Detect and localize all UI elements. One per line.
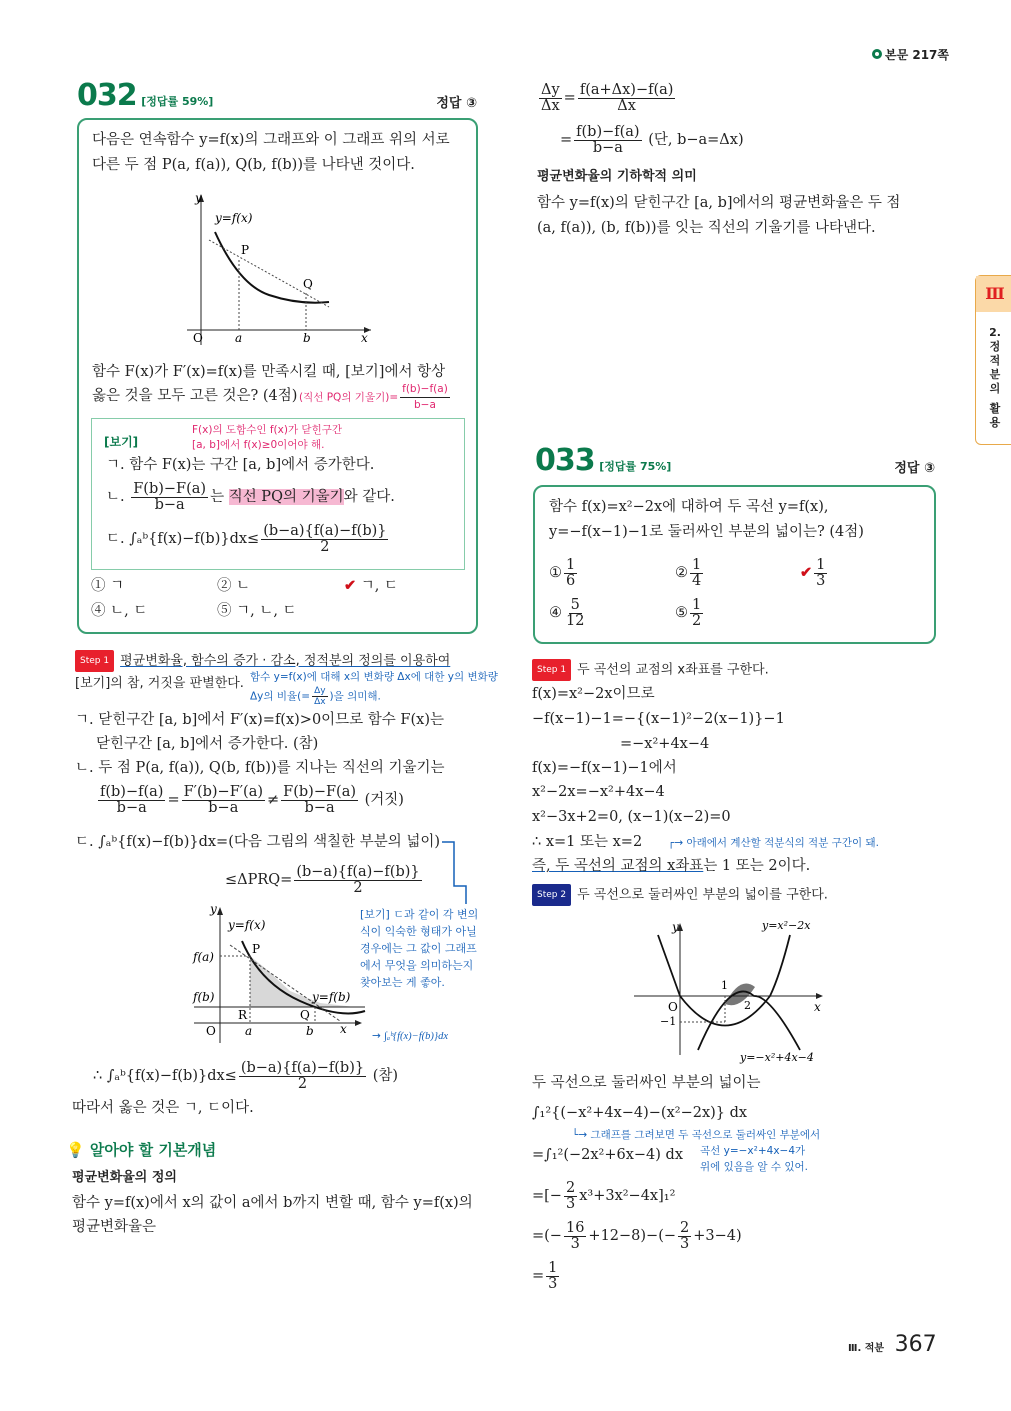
- question-text: 함수 F(x)가 F′(x)=f(x)를 만족시킬 때, [보기]에서 항상: [92, 364, 446, 380]
- curve1-label: y=x²−2x: [762, 919, 811, 932]
- concept-text: 평균변화율은: [72, 1219, 157, 1235]
- calc-line: =[− $\frac{2}{3}$ x³+3x²−4x]₁²: [532, 1179, 676, 1212]
- answer-label: 정답 ③: [436, 96, 477, 111]
- sol-d: ㄷ. ∫ₐᵇ{f(x)−f(b)}dx=(다음 그림의 색칠한 부분의 넓이): [75, 834, 441, 850]
- b-label: b: [306, 1024, 314, 1038]
- sol-g: 닫힌구간 [a, b]에서 증가한다. (참): [96, 736, 319, 752]
- graph-033: [630, 915, 840, 1065]
- bogi-title: [보기]: [104, 435, 139, 449]
- curve-label: y=f(x): [228, 918, 266, 932]
- sol-line: ∴ x=1 또는 x=2: [532, 834, 643, 850]
- final-answer: 따라서 옳은 것은 ㄱ, ㄷ이다.: [72, 1100, 254, 1116]
- sol-line: =−x²+4x−4: [620, 736, 710, 752]
- answer-label: 정답 ③: [894, 461, 935, 476]
- tick-1: 1: [721, 979, 728, 992]
- origin-label: O: [668, 1000, 678, 1014]
- chapter-roman: Ⅲ: [976, 276, 1011, 312]
- page-ref: 본문 217쪽: [872, 46, 949, 63]
- choice-5[interactable]: ⑤ ㄱ, ㄴ, ㄷ: [217, 603, 297, 619]
- axis-x-label: x: [814, 1000, 821, 1014]
- point-p-label: P: [241, 243, 250, 257]
- concept-text: 함수 y=f(x)에서 x의 값이 a에서 b까지 변할 때, 함수 y=f(x)의: [72, 1195, 473, 1211]
- bogi-item-g: ㄱ. 함수 F(x)는 구간 [a, b]에서 증가한다.: [106, 457, 375, 473]
- sol-line: f(x)=−f(x−1)−1에서: [532, 760, 677, 776]
- question-number: 032: [77, 78, 137, 113]
- curve-label: y=f(x): [215, 211, 253, 225]
- fb-label: f(b): [193, 990, 215, 1004]
- concept-text: 함수 y=f(x)의 닫힌구간 [a, b]에서의 평균변화율은 두 점: [537, 195, 901, 211]
- problem-text: 함수 f(x)=x²−2x에 대하여 두 곡선 y=f(x),: [549, 499, 829, 515]
- tip-note: [보기] ㄷ과 같이 각 변의 식이 익숙한 형태가 아닐 경우에는 그 값이 그래프 에서 무엇을 의미하는지 찾아보는 게 좋아.: [360, 908, 479, 989]
- chapter-tab[interactable]: [975, 275, 1011, 445]
- axis-y-label: y: [195, 191, 202, 205]
- axis-y-label: y: [210, 903, 217, 916]
- fa-label: f(a): [193, 950, 214, 964]
- point-p-label: P: [252, 942, 261, 956]
- choice-2[interactable]: ② $\frac{1}{4}$: [675, 556, 702, 589]
- bogi-note: F(x)의 도함수인 f(x)가 닫힌구간 [a, b]에서 f(x)≥0이어야 해.: [192, 424, 342, 451]
- sol-line: 두 곡선으로 둘러싸인 부분의 넓이는: [532, 1075, 761, 1091]
- rate-note: 함수 y=f(x)에 대해 x의 변화량 Δx에 대한 y의 변화량 Δy의 비율(= $\frac{\Delta y}{\Delta x}$ )을 의미해.: [250, 671, 498, 707]
- choice-1[interactable]: ① $\frac{1}{6}$: [549, 556, 576, 589]
- concept-title: 💡 알아야 할 기본개념: [66, 1141, 217, 1159]
- sol-g: ㄱ. 닫힌구간 [a, b]에서 F′(x)=f(x)>0이므로 함수 F(x)는: [75, 712, 444, 728]
- choice-1[interactable]: ① ㄱ: [91, 578, 125, 594]
- curve2-label: y=−x²+4x−4: [740, 1051, 814, 1064]
- lightbulb-icon: 💡: [66, 1141, 85, 1159]
- choice-2[interactable]: ② ㄴ: [217, 578, 251, 594]
- page-number: 367: [894, 1332, 937, 1357]
- step1-heading-cont: [보기]의 참, 거짓을 판별한다.: [75, 676, 244, 691]
- question-032-header: [77, 78, 477, 113]
- problem-text: 다음은 연속함수 y=f(x)의 그래프와 이 그래프 위의 서로: [92, 132, 450, 148]
- bogi-item-d: ㄷ. ∫ₐᵇ{f(x)−f(b)}dx≤ $\frac{(b-a)\{f(a)-f(b)\}}{2}$: [106, 522, 387, 555]
- slope-annotation: (직선 PQ의 기울기)= $\frac{f(b)-f(a)}{b-a}$: [299, 383, 448, 411]
- sol-n-formula: $\frac{f(b)-f(a)}{b-a}$ = $\frac{F'(b)-F'(a)}{b-a}$ ≠ $\frac{F(b)-F(a)}{b-a}$ (거짓): [100, 783, 404, 816]
- correct-rate: [정답률 75%]: [599, 460, 672, 473]
- step2-heading: Step 2 두 곡선으로 둘러싸인 부분의 넓이를 구한다.: [532, 884, 828, 906]
- bogi-box: [91, 418, 465, 570]
- origin-label: O: [206, 1024, 216, 1038]
- choice-5[interactable]: ⑤ $\frac{1}{2}$: [675, 596, 702, 629]
- point-q-label: Q: [300, 1008, 310, 1022]
- sol-line: x²−2x=−x²+4x−4: [532, 784, 665, 800]
- correct-rate: [정답률 59%]: [141, 95, 214, 108]
- choice-3[interactable]: ✔ ㄱ, ㄷ: [344, 577, 398, 594]
- integral-note: → ∫ₐᵇ{f(x)−f(b)}dx: [372, 1030, 449, 1042]
- a-label: a: [235, 331, 243, 345]
- page-footer: Ⅲ. 적분 367: [848, 1332, 937, 1357]
- curve-note: └→ 그래프를 그려보면 두 곡선으로 둘러싸인 부분에서 곡선 y=−x²+4x−4가 위에 있음을 알 수 있어.: [572, 1129, 821, 1173]
- graph-032: [179, 190, 379, 350]
- circle-bullet-icon: [872, 49, 882, 59]
- rate-formula-2: = $\frac{f(b)-f(a)}{b-a}$ (단, b−a=Δx): [560, 123, 744, 156]
- axis-x-label: x: [340, 1022, 347, 1036]
- rate-formula: $\frac{\Delta y}{\Delta x}$ = $\frac{f(a+\Delta x)-f(a)}{\Delta x}$: [541, 81, 674, 114]
- step1-heading: Step 1 두 곡선의 교점의 x좌표를 구한다.: [532, 659, 769, 681]
- check-mark-icon: ✔: [344, 577, 357, 594]
- sol-n: ㄴ. 두 점 P(a, f(a)), Q(b, f(b))를 지나는 직선의 기울기는: [75, 760, 445, 776]
- question-text: 옳은 것을 모두 고른 것은? (4점): [92, 388, 298, 404]
- choice-3[interactable]: ✔ $\frac{1}{3}$: [800, 556, 826, 589]
- interval-note: ┌→ 아래에서 계산할 적분식의 적분 구간이 돼.: [668, 837, 879, 849]
- line-label: y=f(b): [312, 990, 351, 1004]
- a-label: a: [245, 1024, 253, 1038]
- calc-line: =∫₁²(−2x²+6x−4) dx: [532, 1147, 684, 1163]
- point-r-label: R: [238, 1008, 248, 1022]
- question-number: 033: [535, 443, 595, 478]
- choice-4[interactable]: ④ ㄴ, ㄷ: [91, 603, 148, 619]
- graph-032-solution: [190, 903, 370, 1048]
- point-q-label: Q: [303, 277, 313, 291]
- tick-2: 2: [744, 999, 751, 1012]
- sol-line: x²−3x+2=0, (x−1)(x−2)=0: [532, 809, 731, 825]
- chapter-title: 2. 정 적 분 의 활 용: [989, 326, 1001, 429]
- bogi-item-n: ㄴ. $\frac{F(b)-F(a)}{b-a}$ 는 직선 PQ의 기울기와 같다.: [106, 480, 395, 513]
- question-033-box: [533, 485, 936, 644]
- calc-line: =(− $\frac{16}{3}$ +12−8)−(− $\frac{2}{3}$ +3−4): [532, 1219, 742, 1252]
- connector-arrow: [440, 838, 470, 908]
- check-mark-icon: ✔: [800, 564, 813, 581]
- sol-line: −f(x−1)−1=−{(x−1)²−2(x−1)}−1: [532, 711, 785, 727]
- sol-conclusion: ∴ ∫ₐᵇ{f(x)−f(b)}dx≤ $\frac{(b-a)\{f(a)-f(b)\}}{2}$ (참): [93, 1059, 399, 1092]
- tick-neg1: −1: [660, 1015, 677, 1028]
- choice-4[interactable]: ④ $\frac{5}{12}$: [549, 596, 585, 629]
- calc-line: ∫₁²{(−x²+4x−4)−(x²−2x)} dx: [532, 1105, 748, 1121]
- concept-text: (a, f(a)), (b, f(b))를 잇는 직선의 기울기를 나타낸다.: [537, 220, 876, 236]
- concept-heading: 평균변화율의 정의: [72, 1170, 177, 1185]
- concept-heading: 평균변화율의 기하학적 의미: [537, 169, 697, 184]
- sol-line: f(x)=x²−2x이므로: [532, 686, 655, 702]
- sol-conclusion: 즉, 두 곡선의 교점의 x좌표는 1 또는 2이다.: [532, 858, 811, 874]
- problem-text: 다른 두 점 P(a, f(a)), Q(b, f(b))를 나타낸 것이다.: [92, 157, 415, 173]
- origin-label: O: [193, 331, 203, 345]
- b-label: b: [303, 331, 311, 345]
- sol-d-ineq: ≤ΔPRQ= $\frac{(b-a)\{f(a)-f(b)\}}{2}$: [225, 863, 420, 896]
- problem-text: y=−f(x−1)−1로 둘러싸인 부분의 넓이는? (4점): [549, 524, 864, 540]
- axis-y-label: y: [672, 920, 679, 934]
- calc-result: = $\frac{1}{3}$: [532, 1259, 558, 1292]
- question-032-box: [77, 118, 478, 634]
- step1-heading: Step 1 평균변화율, 함수의 증가 · 감소, 정적분의 정의를 이용하여: [75, 650, 450, 672]
- axis-x-label: x: [361, 331, 368, 345]
- question-033-header: [535, 443, 935, 478]
